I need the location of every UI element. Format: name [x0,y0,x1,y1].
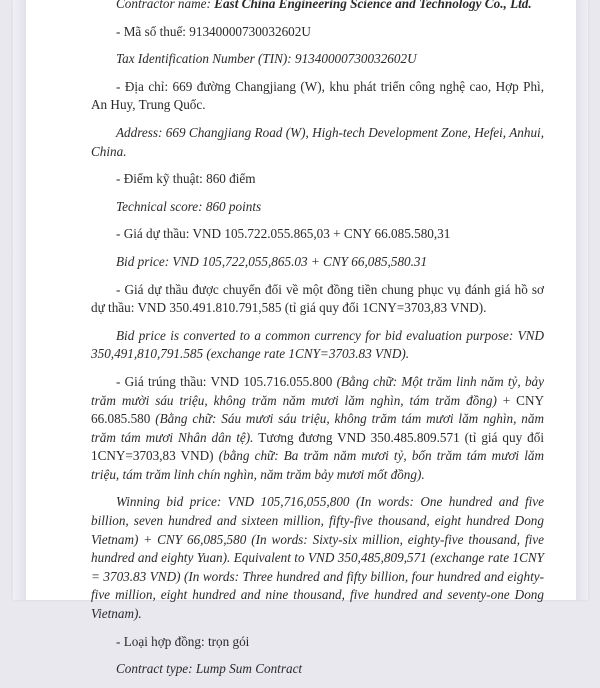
contractor-name-value: East China Engineering Science and Technology Co., Ltd. [214,0,532,11]
bid-price-vi: - Giá dự thầu: VND 105.722.055.865,03 + CNY 66.085.580,31 [116,226,451,242]
tax-id-en: Tax Identification Number (TIN): 91340000730032602U [116,51,417,67]
winning-bid-vi-words2: (Bằng chữ: Sáu mươi sáu triệu, không trăm tám mươi lăm nghìn, năm trăm tám mươi Nhân dân tệ). [91,411,545,445]
contract-type-vi: - Loại hợp đồng: trọn gói [116,633,250,649]
winning-bid-vi-words3: (bằng chữ: Ba trăm năm mươi tỷ, bốn trăm tám mươi lăm triệu, tám trăm linh chín nghìn, năm trăm bảy mươi mốt đồng). [91,448,544,482]
winning-bid-vi-part1: - Giá trúng thầu: VND 105.716.055.800 [116,373,337,389]
technical-score-vi: - Điểm kỹ thuật: 860 điểm [116,171,256,187]
page-margin-right [576,0,588,600]
document-body [91,0,544,688]
page-margin-left [13,0,26,600]
bid-price-en: Bid price: VND 105,722,055,865.03 + CNY 66,085,580.31 [116,253,428,269]
address-vi: - Địa chỉ: 669 đường Changjiang (W), khu phát triển công nghệ cao, Hợp Phì, An Huy, Trung Quốc. [91,78,544,113]
converted-price-vi: - Giá dự thầu được chuyển đổi về một đồng tiền chung phục vụ đánh giá hồ sơ dự thầu: VND 350.491.810.791,585 (tỉ giá quy đổi 1CNY=3703,83 VND). [91,281,544,316]
winning-bid-vi-part3: Tương đương VND 350.485.809.571 (tỉ giá quy đổi 1CNY=3703,83 VND) [91,429,544,464]
tax-id-vi: - Mã số thuế: 91340000730032602U [116,23,311,39]
winning-bid-vi-words1: (Bằng chữ: Một trăm linh năm tỷ, bảy trăm mười sáu triệu, không trăm năm mươi lăm nghìn, tám trăm đồng) [91,373,544,408]
technical-score-en: Technical score: 860 points [116,198,262,214]
winning-bid-vi-part2: + CNY 66.085.580 [91,392,544,427]
contractor-name [91,0,544,14]
winning-bid-en: Winning bid price: VND 105,716,055,800 (In words: One hundred and five billion, seven hundred and sixteen million, fifty-five thousand, eight hundred Dong Vietnam) + CNY 66,085,580 (In words: Sixty-six million, eighty-five thousand, five hundred and eighty Yuan). Equivalent to VND 350,485,809,571 (exchange rate 1CNY = 3703.83 VND) (In words: Three hundred and fifty billion, four hundred and eighty-five million, eight hundred and nine thousand, five hundred and seventy-one Dong Vietnam). [91,494,544,622]
document-page [13,0,588,677]
winning-bid-vi [91,373,544,485]
contractor-name-label: Contractor name: [116,0,215,11]
converted-price-en: Bid price is converted to a common currency for bid evaluation purpose: VND 350,491,810,791.585 (exchange rate 1CNY=3703.83 VND). [91,327,544,362]
address-en: Address: 669 Changjiang Road (W), High-tech Development Zone, Hefei, Anhui, China. [91,124,544,159]
contract-type-en: Contract type: Lump Sum Contract [116,661,303,677]
